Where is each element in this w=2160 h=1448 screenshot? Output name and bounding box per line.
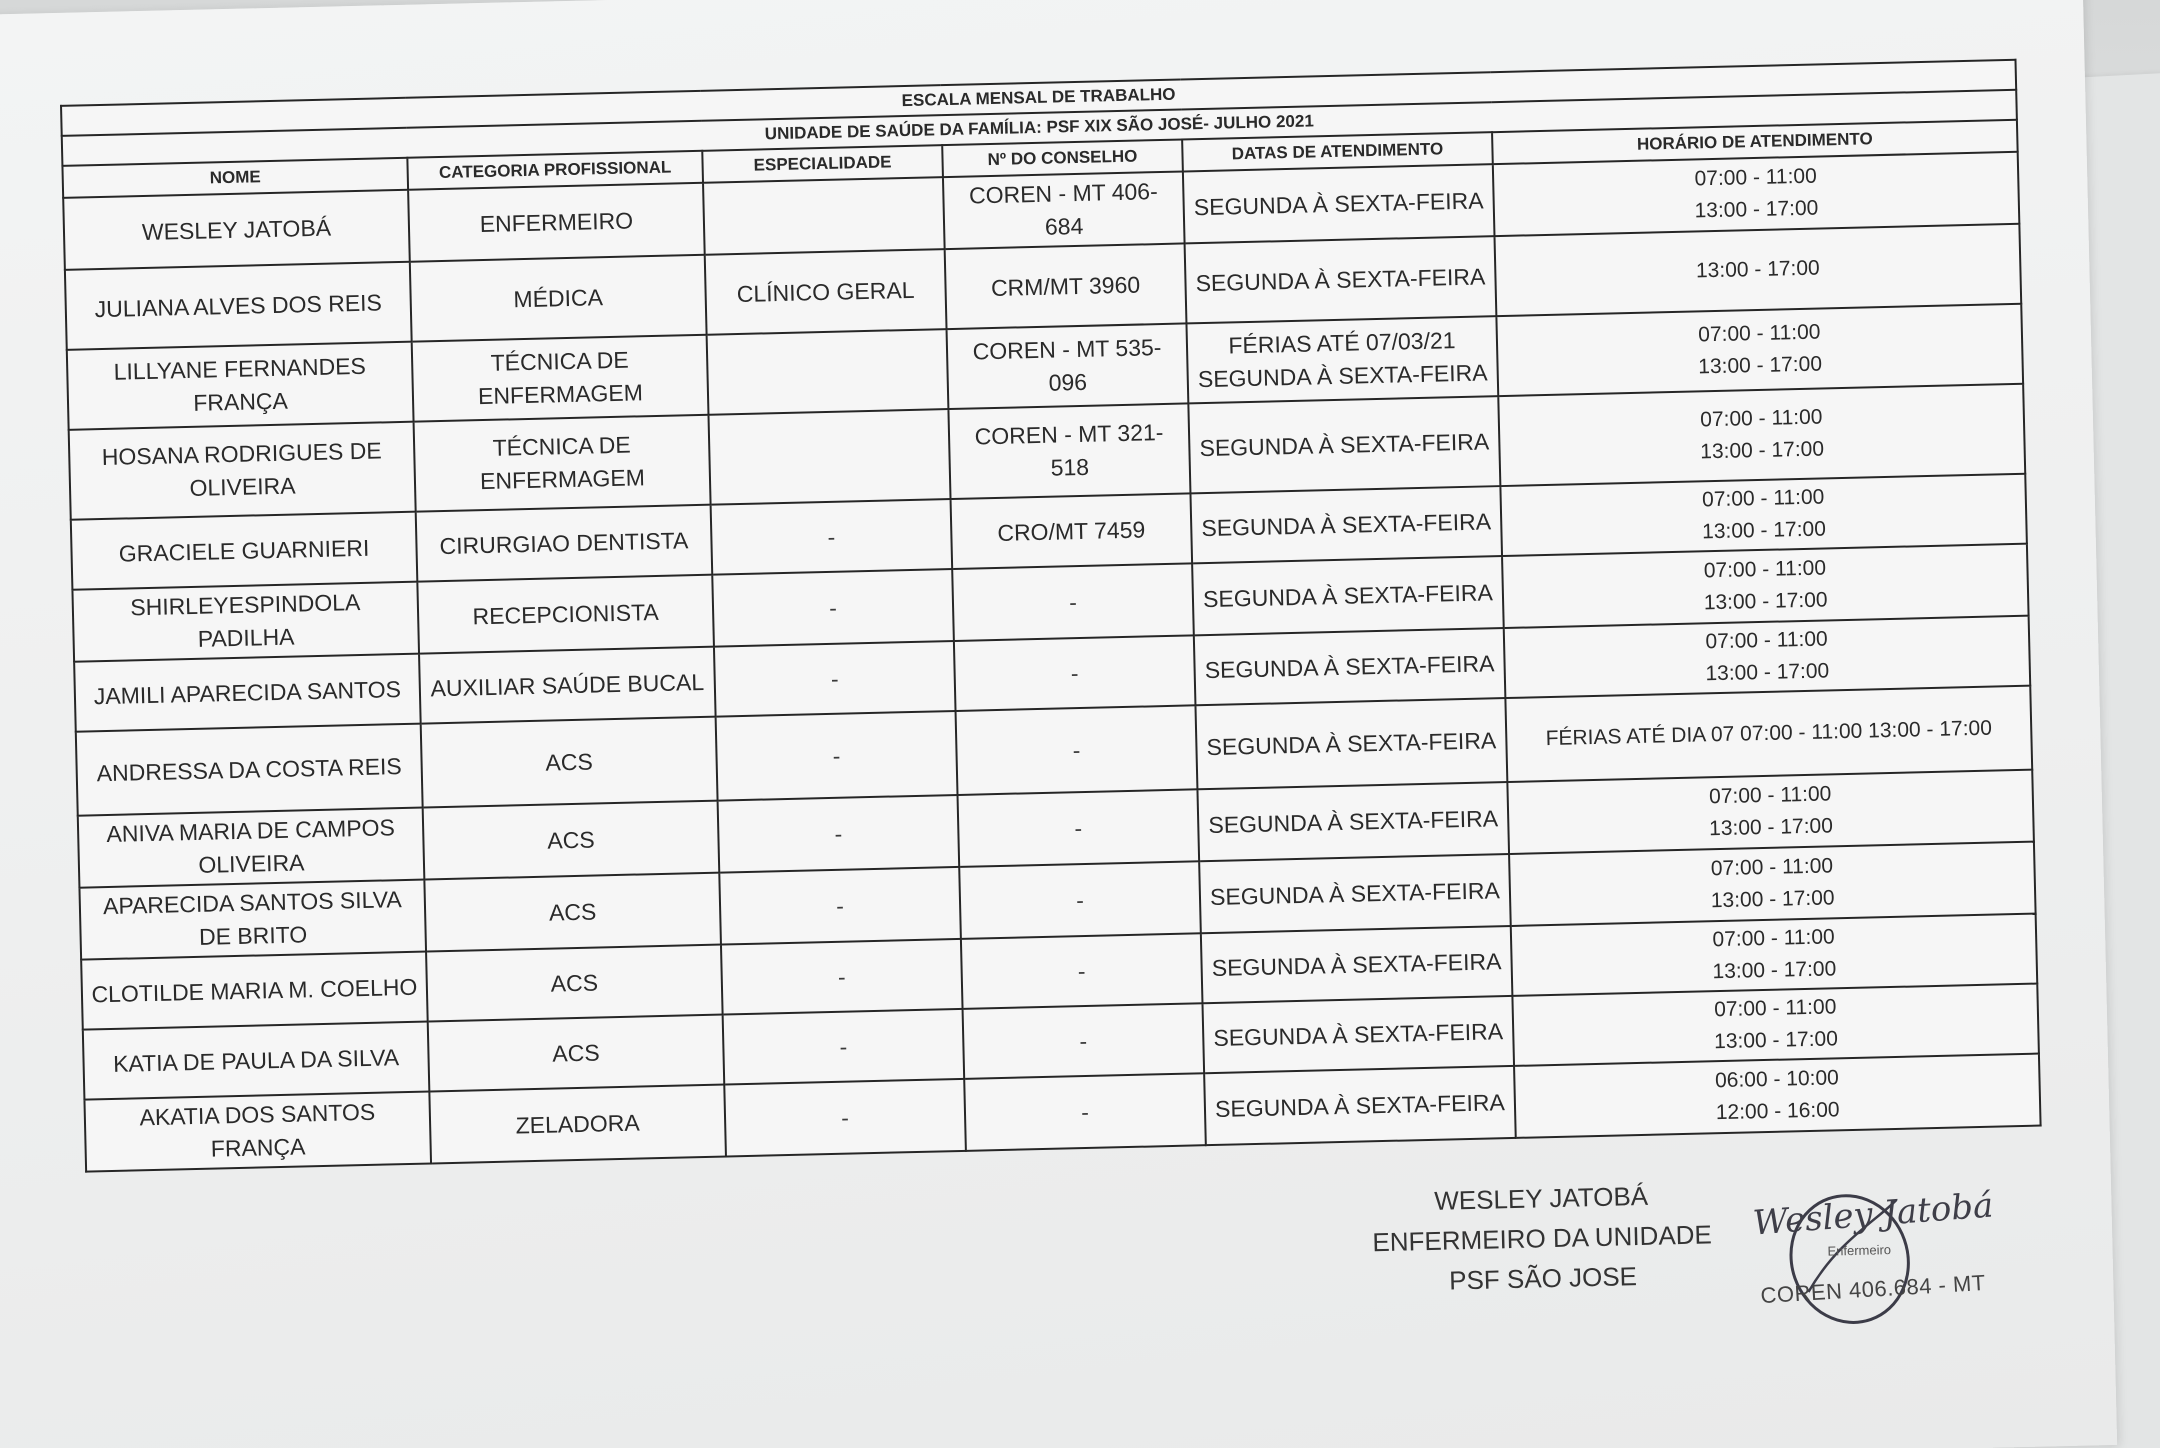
cell-especialidade: -	[716, 711, 958, 801]
cell-datas: SEGUNDA À SEXTA-FEIRA	[1195, 698, 1507, 789]
cell-categoria: TÉCNICA DE ENFERMAGEM	[414, 415, 711, 512]
nurse-stamp	[1746, 1177, 2010, 1343]
horario-line: 13:00 - 17:00	[1710, 886, 1835, 913]
horario-line: 13:00 - 17:00	[1712, 957, 1837, 984]
horario-line: 07:00 - 11:00	[1703, 556, 1827, 583]
cell-datas: SEGUNDA À SEXTA-FEIRA	[1197, 782, 1509, 861]
cell-conselho: -	[954, 635, 1196, 711]
cell-categoria: AUXILIAR SAÚDE BUCAL	[419, 647, 716, 724]
cell-especialidade: -	[724, 1079, 966, 1157]
horario-line: 13:00 - 17:00	[1695, 256, 1820, 283]
horario-line: 13:00 - 17:00	[1701, 517, 1827, 544]
horario-line: 07:00 - 11:00	[1697, 320, 1821, 347]
cell-especialidade: -	[718, 795, 960, 873]
cell-conselho: CRO/MT 7459	[951, 493, 1193, 569]
cell-conselho: -	[959, 861, 1201, 939]
cell-categoria: ZELADORA	[429, 1085, 726, 1164]
cell-nome: KATIA DE PAULA DA SILVA	[83, 1022, 430, 1100]
cell-horario	[1496, 304, 2023, 396]
cell-nome: CLOTILDE MARIA M. COELHO	[81, 952, 428, 1030]
cell-nome: JAMILI APARECIDA SANTOS	[74, 654, 421, 732]
cell-nome: AKATIA DOS SANTOS FRANÇA	[84, 1091, 431, 1171]
cell-categoria: ACS	[428, 1015, 725, 1092]
cell-datas: SEGUNDA À SEXTA-FEIRA	[1188, 396, 1500, 493]
horario-line: 07:00 - 11:00	[1699, 405, 1823, 432]
horario-line: FÉRIAS ATÉ DIA 07 07:00 - 11:00 13:00 - 17:00	[1545, 716, 1993, 751]
horario-line: 07:00 - 11:00	[1710, 854, 1834, 881]
cell-horario	[1511, 914, 2038, 996]
horario-line: 07:00 - 11:00	[1708, 782, 1832, 809]
column-header-horario: HORÁRIO DE ATENDIMENTO	[1492, 120, 2018, 164]
cell-especialidade	[703, 177, 945, 255]
signature-unit: PSF SÃO JOSE	[1448, 1261, 1638, 1296]
cell-categoria: ACS	[421, 717, 718, 808]
cell-datas: SEGUNDA À SEXTA-FEIRA	[1194, 628, 1506, 705]
stamp-coren: COREN 406.684 - MT	[1759, 1269, 1987, 1309]
horario-line: 13:00 - 17:00	[1697, 352, 1823, 379]
column-header-especialidade: ESPECIALIDADE	[702, 145, 943, 183]
horario-line: 13:00 - 17:00	[1699, 437, 1825, 464]
cell-datas: SEGUNDA À SEXTA-FEIRA	[1201, 926, 1513, 1003]
cell-categoria: RECEPCIONISTA	[417, 575, 714, 654]
cell-categoria: CIRURGIAO DENTISTA	[416, 505, 713, 582]
cell-conselho: -	[956, 705, 1198, 795]
cell-nome: JULIANA ALVES DOS REIS	[65, 262, 412, 350]
horario-line: 07:00 - 11:00	[1705, 627, 1828, 654]
cell-nome: HOSANA RODRIGUES DE OLIVEIRA	[69, 422, 416, 520]
cell-datas: SEGUNDA À SEXTA-FEIRA	[1185, 236, 1497, 323]
cell-conselho: -	[964, 1073, 1206, 1151]
horario-line: 13:00 - 17:00	[1703, 588, 1828, 615]
document-subtitle: UNIDADE DE SAÚDE DA FAMÍLIA: PSF XIX SÃO JOSÉ- JULHO 2021	[62, 90, 2017, 166]
schedule-table	[60, 59, 2042, 1173]
signature-block	[1331, 1173, 1754, 1303]
cell-horario	[1504, 616, 2031, 698]
cell-horario	[1498, 384, 2025, 486]
cell-datas: SEGUNDA À SEXTA-FEIRA	[1183, 164, 1495, 243]
cell-datas: SEGUNDA À SEXTA-FEIRA	[1190, 486, 1502, 563]
horario-line: 13:00 - 17:00	[1705, 659, 1830, 686]
cell-datas: SEGUNDA À SEXTA-FEIRA	[1192, 556, 1504, 635]
cell-horario	[1509, 842, 2036, 926]
column-header-datas: DATAS DE ATENDIMENTO	[1182, 132, 1493, 171]
cell-nome: GRACIELE GUARNIERI	[71, 512, 418, 590]
cell-nome: WESLEY JATOBÁ	[63, 190, 410, 270]
horario-line: 06:00 - 10:00	[1714, 1066, 1840, 1093]
cell-conselho: COREN - MT 321-518	[948, 403, 1190, 499]
cell-nome: APARECIDA SANTOS SILVA DE BRITO	[79, 880, 426, 960]
cell-conselho: -	[961, 933, 1203, 1009]
cell-horario	[1507, 770, 2034, 854]
cell-horario	[1494, 224, 2021, 316]
horario-line: 13:00 - 17:00	[1694, 196, 1819, 223]
cell-categoria: ENFERMEIRO	[408, 183, 705, 262]
cell-datas: SEGUNDA À SEXTA-FEIRA	[1202, 996, 1514, 1073]
cell-conselho: -	[952, 563, 1194, 641]
cell-horario	[1493, 152, 2020, 236]
cell-horario	[1514, 1054, 2041, 1138]
cell-especialidade: -	[714, 641, 956, 717]
cell-nome: ANIVA MARIA DE CAMPOS OLIVEIRA	[78, 808, 425, 888]
cell-categoria: ACS	[423, 801, 720, 880]
cell-conselho: -	[963, 1003, 1205, 1079]
horario-line: 13:00 - 17:00	[1713, 1027, 1839, 1054]
horario-line: 07:00 - 11:00	[1694, 164, 1818, 191]
signature-name: WESLEY JATOBÁ	[1433, 1180, 1649, 1216]
cell-horario	[1502, 544, 2029, 628]
horario-line: 12:00 - 16:00	[1715, 1098, 1840, 1125]
stamp-signature: Wesley Jatobá	[1751, 1185, 1995, 1244]
cell-conselho: CRM/MT 3960	[945, 243, 1187, 329]
document-title: ESCALA MENSAL DE TRABALHO	[61, 60, 2016, 136]
horario-line: 13:00 - 17:00	[1708, 814, 1834, 841]
schedule-body	[63, 152, 2040, 1172]
cell-categoria: ACS	[424, 873, 721, 952]
column-header-conselho: Nº DO CONSELHO	[942, 139, 1183, 177]
cell-datas: FÉRIAS ATÉ 07/03/21 SEGUNDA À SEXTA-FEIRA	[1186, 316, 1498, 403]
cell-especialidade: -	[719, 867, 961, 945]
cell-horario	[1505, 686, 2032, 782]
cell-horario	[1512, 984, 2039, 1066]
cell-especialidade	[707, 329, 949, 415]
cell-conselho: COREN - MT 406-684	[943, 171, 1185, 249]
cell-conselho: -	[958, 789, 1200, 867]
cell-nome: ANDRESSA DA COSTA REIS	[76, 724, 423, 816]
column-header-categoria: CATEGORIA PROFISSIONAL	[407, 151, 703, 190]
cell-especialidade: -	[711, 499, 953, 575]
cell-especialidade: -	[723, 1009, 965, 1085]
cell-categoria: TÉCNICA DE ENFERMAGEM	[412, 335, 709, 422]
column-header-nome: NOME	[62, 158, 408, 198]
horario-line: 07:00 - 11:00	[1713, 995, 1837, 1022]
signature-role: ENFERMEIRO DA UNIDADE	[1372, 1219, 1713, 1258]
horario-line: 07:00 - 11:00	[1712, 925, 1835, 952]
horario-line: 07:00 - 11:00	[1701, 485, 1825, 512]
cell-datas: SEGUNDA À SEXTA-FEIRA	[1199, 854, 1511, 933]
cell-especialidade: -	[712, 569, 954, 647]
cell-horario	[1500, 474, 2027, 556]
cell-datas: SEGUNDA À SEXTA-FEIRA	[1204, 1066, 1516, 1145]
sheet-content	[60, 59, 2040, 1173]
cell-nome: LILLYANE FERNANDES FRANÇA	[67, 342, 414, 430]
cell-nome: SHIRLEYESPINDOLA PADILHA	[72, 582, 419, 662]
cell-conselho: COREN - MT 535-096	[947, 323, 1189, 409]
stamp-role: Enfermeiro	[1827, 1242, 1892, 1259]
cell-especialidade	[708, 409, 950, 505]
cell-categoria: MÉDICA	[410, 255, 707, 342]
cell-especialidade: CLÍNICO GERAL	[705, 249, 947, 335]
cell-especialidade: -	[721, 939, 963, 1015]
cell-categoria: ACS	[426, 945, 723, 1022]
